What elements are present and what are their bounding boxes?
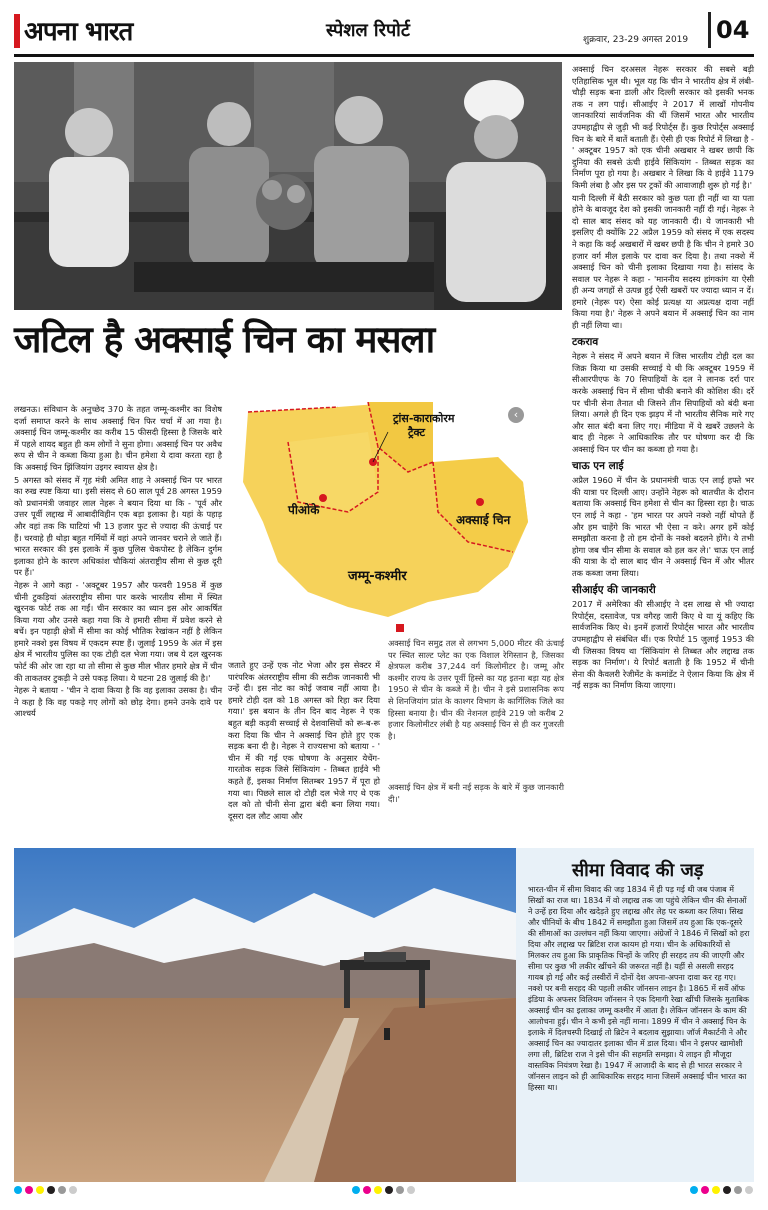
yellow-dot xyxy=(374,1186,382,1194)
historic-photo xyxy=(14,62,562,310)
right-para-3: नेहरू ने संसद में अपने बयान में जिस भारतीय टोही दल का जिक्र किया था उसकी सच्चाई ये थी कि अक्टूबर 1959 में सीआरपीएफ के 70 सिपाहियों के दल ने लानक दर्रा पार करके अक्साई चिन में सीमा चौकी बनाने की कोशिश की। दर्रे पर चीनी सेना तैनात थी जिसने तीन सिपाहियों को बंदी बना लिया। अगले ही दिन एक झड़प में नौ भारतीय सैनिक मारे गए और सात बंदी बना लिए गए। मीडिया में ये खबरें उछलने के बाद ही नेहरू ने आधिकारिक तौर पर घोषणा कर दी कि अक्साई चिन पर चीन का कब्जा हो गया है। xyxy=(572,351,754,454)
label-trans-karakoram-1: ट्रांस-काराकोरम xyxy=(393,412,455,425)
yellow-dot xyxy=(712,1186,720,1194)
color-registration-left xyxy=(14,1186,77,1194)
col1-para-2: 5 अगस्त को संसद में गृह मंत्री अमित शाह ने अक्साई चिन पर भारत का रुख स्पष्ट किया था। इसी संसद से 60 साल पूर्व 28 अगस्त 1959 को प्रधानमंत्री जवाहर लाल नेहरू ने बयान दिया था कि - 'पूर्व और उत्तर पूर्वी लद्दाख में आबादीविहीन एक बड़ा इलाका है। यहां के पहाड़ और वहां तक कि घाटियां भी 13 हजार फुट से ज्यादा की ऊंचाई पर हैं। चरवाहे ही थोड़ा बहुत गर्मियों में वहां अपने जानवर चराने ले जाते हैं। भारत सरकार की इस इलाके में कुछ पुलिस चेकपोस्ट है लेकिन दुर्गम इलाका होने के कारण अधिकांश चौकियां अंतराष्ट्रीय सीमा से कुछ दूरी पर हैं।' xyxy=(14,474,222,578)
region-map xyxy=(228,402,554,632)
right-para-4: अप्रैल 1960 में चीन के प्रधानमंत्री चाऊ एन लाई हफ्ते भर की यात्रा पर दिल्ली आए। उन्होंने नेहरू को बातचीत के दौरान बताया कि अक्साई चिन हमेशा से चीन का हिस्सा रहा है। चाऊ एन लाई ने कहा - 'हम भारत पर अपने नक्शे नहीं थोपते हैं और हम चाहेंगे कि भारत भी ऐसा न करे। अगर हमें कोई समझौता करना है तो हम दोनों के नक्शे बदलने होंगे। ये तभी होगा जब चीन सीमा के सवाल को हल कर ले।' चाऊ एन लाई की यात्रा के दो साल बाद चीन ने अक्साई चिन में और भीतर तक कब्जा जमा लिया। xyxy=(572,475,754,578)
yellow-dot xyxy=(36,1186,44,1194)
sidebar-box-title: सीमा विवाद की जड़ xyxy=(572,860,704,881)
black-dot xyxy=(385,1186,393,1194)
light-gray-dot xyxy=(407,1186,415,1194)
right-para-2: यानी दिल्ली में बैठी सरकार को कुछ पता ही नहीं था या पता होने के बावजूद देश को इसकी जानकारी नहीं दी गई। नेहरू ने दो साल बाद संसद को यह जानकारी दी। ये जानकारी भी इसलिए दी क्योंकि 22 अप्रैल 1959 को संसद में एक सदस्य ने कहा कि कई अखबारों में खबर छपी है कि चीन ने हमारे 30 हजार वर्ग मील इलाके पर दावा कर दिया है। तथा नक्शे में अक्साई चिन को चीनी इलाका दिखाया गया है। सांसद के सवाल पर नेहरू ने कहा - 'माननीय सदस्य हांगकांग या ऐसी ही अन्य जगहों से उत्पन्न हुई ऐसी खबरों पर ज्यादा ध्यान न दें। हमारे (नेहरू पर) ऐसा कोई प्रत्यक्ष या अप्रत्यक्ष दावा नहीं किया गया है।' नेहरू ने अपने बयान में अक्साई चिन का नाम ही नहीं लिया था। xyxy=(572,192,754,331)
gray-dot xyxy=(396,1186,404,1194)
sidebar-box-text: भारत-चीन में सीमा विवाद की जड़ 1834 में ही पड़ गई थी जब पंजाब में सिखों का राज था। 1834 में वो लद्दाख तक जा पहुंचे लेकिन चीन की सेनाओं ने उन्हें हरा दिया और खदेड़ते हुए लद्दाख और लेह पर कब्जा कर लिया। सिख और चीनियों के बीच 1842 में समझौता हुआ जिसमें तय हुआ कि एक-दूसरे की सीमाओं का उल्लंघन नहीं किया जाएगा। अंग्रेजों ने 1846 में सिखों को हरा दिया और लद्दाख पर ब्रिटिश राज कायम हो गया। चीन के अधिकारियों से मिलकर तय हुआ कि प्राकृतिक चिन्हों के जरिए ही सरहद तय की जाएगी और सीमा पर कुछ भी लकीर खींचने की जरूरत नहीं है। यहीं से असली सरहद गायब हो गई और कई तस्वीरों में दोनों देश अपना-अपना दावा कर रह गए। नक्शे पर बनी सरहद की पहली लकीर जॉनसन लाइन है। 1865 में सर्वे ऑफ इंडिया के अफसर विलियम जॉनसन ने एक दिमागी रेखा खींची जिसके मुताबिक अक्साई चीन का इलाका जम्मू कश्मीर में आता है। लेकिन जॉनसन के काम की आलोचना हुई। चीन ने कभी इसे नहीं माना। 1899 में चीन ने अक्साई चिन के इलाके में दिलचस्पी दिखाई तो ब्रिटेन ने बदलाव सुझाया। जॉर्ज मैकार्टनी ने और अक्साई चिन का ज्यादातर इलाका चीन में डाल दिया। चीन ने इसपर खामोशी लगा ली, ब्रिटिश राज ने इसे चीन की सहमति समझा। ये लाइन ही मौजूदा वास्तविक नियंत्रण रेखा है। 1947 में आजादी के बाद से ही भारत सरकार ने जॉनसन लाइन को ही आधिकारिक सरहद माना जिसमें अक्साई चीन भारत का हिस्सा था। xyxy=(528,885,750,1092)
magenta-dot xyxy=(25,1186,33,1194)
landscape-photo xyxy=(14,848,516,1182)
col3-para-2: अक्साई चिन क्षेत्र में बनी नई सड़क के बारे में कुछ जानकारी दी।' xyxy=(388,782,564,804)
newspaper-brand: अपना भारत xyxy=(24,17,133,47)
right-para-1: अक्साई चिन दरअसल नेहरू सरकार की सबसे बड़ी एतिहासिक भूल थी। भूल यह कि चीन ने भारतीय क्षेत्र में लंबी-चौड़ी सड़क बना डाली और दिल्ली सरकार को इसकी भनक तक न लग पाई। सीआईए ने 2017 में लाखों गोपनीय जानकारियां सार्वजनिक की थीं जिसमें भारत और भारतीय उपमहाद्वीप से जुड़ी भी कई रिपोर्ट्स हैं। कुछ रिपोर्ट्स अक्साई चिन के बारे में बातें बताती हैं। ऐसी ही एक रिपोर्ट में लिखा है - ' अक्टूबर 1957 को एक चीनी अखबार ने खबर छापी कि दुनिया की सबसे ऊंची हाईवे सिंकियांग - तिब्बत सड़क का निर्माण पूरा हो गया है। अखबार ने लिखा कि ये हाईवे 1179 किमी लंबा है और इस पर ट्रकों की आवाजाही शुरू हो गई है।' xyxy=(572,64,754,190)
map-prev-arrow[interactable]: ‹ xyxy=(508,407,524,423)
col1-para-4: नेहरू ने बताया - 'चीन ने दावा किया है कि वह इलाका उसका है। चीन ने कहा है कि वह पकड़े गए लोगों को छोड़ देगा। हमने उनके दावे पर आश्चर्य xyxy=(14,685,222,719)
article-column-1 xyxy=(14,404,222,721)
subhead-takraav: टकराव xyxy=(572,335,599,348)
light-gray-dot xyxy=(745,1186,753,1194)
label-jammu-kashmir: जम्मू-कश्मीर xyxy=(348,569,407,584)
cyan-dot xyxy=(14,1186,22,1194)
article-column-2 xyxy=(228,660,380,823)
article-column-3 xyxy=(388,638,564,807)
magenta-dot xyxy=(701,1186,709,1194)
header-accent-bar xyxy=(14,14,20,48)
cyan-dot xyxy=(352,1186,360,1194)
magenta-dot xyxy=(363,1186,371,1194)
black-dot xyxy=(47,1186,55,1194)
label-trans-karakoram-2: ट्रैक्ट xyxy=(408,426,426,439)
color-registration-center xyxy=(352,1186,415,1194)
subhead-chou-en-lai: चाऊ एन लाई xyxy=(572,459,624,472)
label-aksai-chin: अक्साई चिन xyxy=(456,513,511,527)
label-pok: पीओके xyxy=(288,503,320,517)
page-number: 04 xyxy=(716,16,750,44)
article-right-column xyxy=(572,64,754,693)
cyan-dot xyxy=(690,1186,698,1194)
subhead-cia: सीआईए की जानकारी xyxy=(572,583,656,596)
right-para-5: 2017 में अमेरिका की सीआईए ने दस लाख से भी ज्यादा रिपोर्ट्स, दस्तावेज, पत्र वगैरह जारी किए थे या यूं कहिए कि सार्वजनिक किए थे। इनमें हजारों रिपोर्ट्स भारत और भारतीय उपमहाद्वीप से संबंधित थीं। एक रिपोर्ट 15 जुलाई 1953 की थी जिसका विषय था 'सिंकियांग से तिब्बत और लद्दाख तक सड़क का निर्माण'। ये रिपोर्ट बताती है कि 1952 में चीनी सेना की कैवलरी रेजीमेंट के कमांडेंट ने ऐलान किया कि क्षेत्र में नई सड़क का निर्माण किया जाएगा। xyxy=(572,599,754,691)
page-divider xyxy=(708,12,711,48)
section-title: स्पेशल रिपोर्ट xyxy=(326,20,410,41)
col3-para-1: अक्साई चिन समुद्र तल से लगभग 5,000 मीटर की ऊंचाई पर स्थित साल्ट प्लेट का एक विशाल रेगिस्तान है, जिसका क्षेत्रफल करीब 37,244 वर्ग किलोमीटर है। जम्मू और कश्मीर राज्य के उत्तर पूर्वी हिस्से का यह इतना बड़ा यह क्षेत्र 1950 से चीन के कब्जे में है। चीन ने इसे प्रशासनिक रूप से शिनजियांग प्रांत के काश्गर विभाग के कार्गिलिक जिले का हिस्सा बनाया है। चीन की नेशनल हाईवे 219 जो करीब 2 हजार किलोमीटर लंबी है यह अक्साई चिन से ही कर गुजरती है। xyxy=(388,638,564,741)
dateline: शुक्रवार, 23-29 अगस्त 2019 xyxy=(583,35,689,45)
gray-dot xyxy=(734,1186,742,1194)
col1-para-3: नेहरू ने आगे कहा - 'अक्टूबर 1957 और फरवरी 1958 में कुछ चीनी टुकड़ियां अंतरराष्ट्रीय सीमा पार करके भारतीय सीमा में स्थित खुरनक फोर्ट तक आ गईं। चीन सरकार का ध्यान इस ओर आकर्षित किया गया और उनसे कहा गया कि वे हमारी सीमा में प्रवेश करने से बचें। इन पहाड़ी क्षेत्रों में सीमा का कोई भौतिक रेखांकन नहीं है लेकिन हमारे नक्शे इस विषय में एकदम स्पष्ट हैं। जुलाई 1959 के अंत में इस क्षेत्र में भारतीय पुलिस का एक टोही दल भेजा गया। जब ये दल खुरनक फोर्ट की ओर जा रहा था तो सीमा से कुछ मील भीतर हमारे क्षेत्र में चीन की ताकतवर टुकड़ी ने उसे पकड़ लिया। ये घटना 28 जुलाई की है।' xyxy=(14,579,222,683)
light-gray-dot xyxy=(69,1186,77,1194)
col1-para-1: लखनऊ। संविधान के अनुच्छेद 370 के तहत जम्मू-कश्मीर का विशेष दर्जा समाप्त करने के साथ अक्साई चिन फिर चर्चा में आ गया है। अक्साई चिन जम्मू-कश्मीर का करीब 15 फीसदी हिस्सा है जिसके बारे में पहले शायद बहुत ही कम लोगों ने सुना होगा। अक्साई चिन पर अवैध रूप से चीन ने कब्जा किया हुआ है। चीन हमेशा ये दावा करता रहा है कि अक्साई चिन झिंजियांग उइगर स्वायत्त क्षेत्र है। xyxy=(14,404,222,472)
color-registration-right xyxy=(690,1186,753,1194)
col2-para: जताते हुए उन्हें एक नोट भेजा और इस सेक्टर में पारंपरिक अंतरराष्ट्रीय सीमा की सटीक जानकारी भी उन्हें दी। इस नोट का कोई जवाब नहीं आया है। हमारे टोही दल को 18 अगस्त को रिहा कर दिया गया।' इस बयान के तीन दिन बाद नेहरू ने एक बहुत बड़ी कड़वी सच्चाई से देशवासियों को रू-ब-रू करा दिया कि चीन ने अक्साई चिन होते हुए एक सड़क बना दी है। नेहरू ने राज्यसभा को बताया - ' चीन में की गई एक घोषणा के अनुसार येचेंग-गारतोक सड़क जिसे सिंकियांग - तिब्बत हाईवे भी कहते हैं, इसका निर्माण सितम्बर 1957 में पूरा हो गया था। पिछले साल दो टोही दल भेजे गए थे एक दल को तो चीनी सेना द्वारा बंदी बना लिया गया। दूसरा दल लौट आया और xyxy=(228,660,380,821)
gray-dot xyxy=(58,1186,66,1194)
black-dot xyxy=(723,1186,731,1194)
main-headline: जटिल है अक्साई चिन का मसला xyxy=(14,317,435,361)
header-rule xyxy=(14,54,754,57)
